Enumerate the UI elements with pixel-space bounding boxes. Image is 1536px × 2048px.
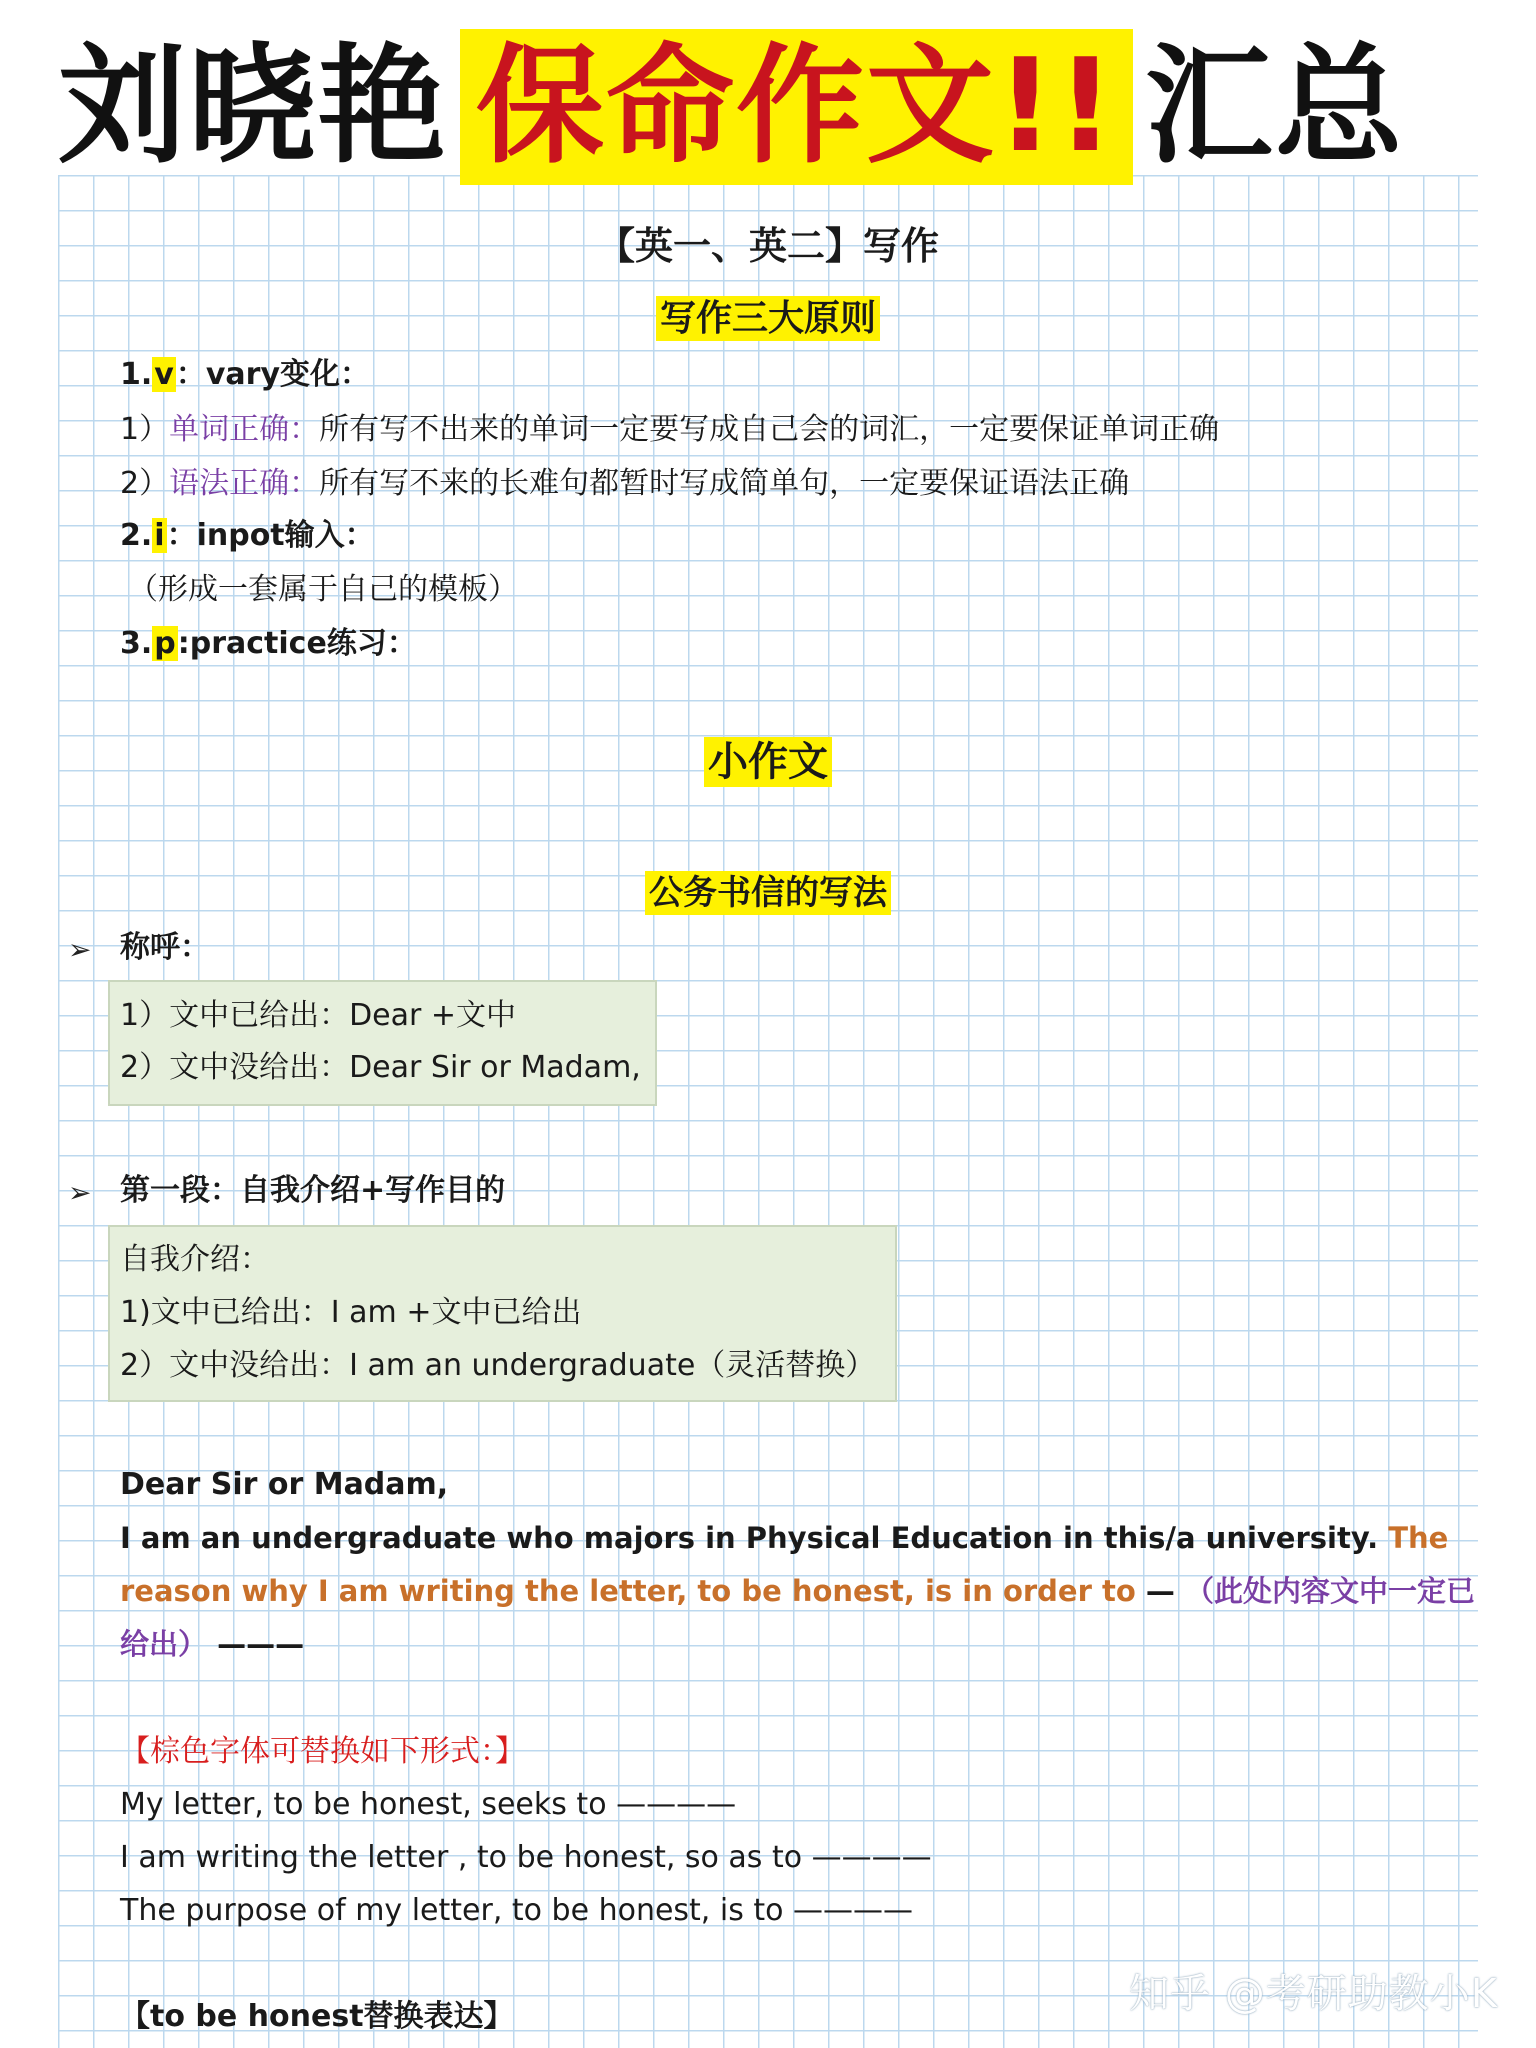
small-essay-title	[0, 730, 1536, 787]
principle-v-num: 1.	[120, 357, 153, 392]
principle-p-rest: :practice练习：	[177, 626, 417, 661]
principle-v-rest: ：vary变化：	[175, 357, 370, 392]
honest-heading: 【to be honest替换表达】	[120, 1999, 514, 2034]
principles-title-text: 写作三大原则	[656, 296, 880, 341]
arrow-bullet-icon: ➢	[68, 933, 92, 966]
example-blank: —	[1145, 1574, 1175, 1608]
principle-p-letter: p	[154, 626, 176, 661]
item-num: 1）	[120, 412, 170, 447]
item-label: 语法正确：	[169, 466, 320, 501]
para1-line2: 1)文中已给出：I am +文中已给出	[120, 1295, 582, 1330]
item-num: 2）	[120, 466, 170, 501]
replace-line2: I am writing the letter , to be honest, so as to ————	[120, 1840, 932, 1875]
example-sentence-orange: reason why I am writing the letter, to be honest, is in order to	[120, 1574, 1136, 1608]
salutation-line1: 1）文中已给出：Dear +文中	[120, 998, 517, 1033]
replace-line1: My letter, to be honest, seeks to ————	[120, 1787, 737, 1822]
banner-author: 刘晓艳	[58, 32, 449, 181]
principle-i-rest: ：inpot输入：	[166, 518, 375, 553]
principle-p	[120, 624, 417, 664]
arrow-bullet-icon: ➢	[68, 1176, 92, 1209]
item-text: 所有写不出来的单词一定要写成自己会的词汇，一定要保证单词正确	[319, 412, 1220, 447]
principle-v-item1	[120, 410, 1219, 450]
item-text: 所有写不来的长难句都暂时写成简单句，一定要保证语法正确	[319, 466, 1130, 501]
small-essay-title-text: 小作文	[704, 737, 832, 787]
item-label: 单词正确：	[169, 412, 320, 447]
watermark: 知乎 @考研助教小K	[1129, 1971, 1498, 2017]
principle-v	[120, 355, 370, 395]
principles-title	[0, 290, 1536, 341]
principle-p-num: 3.	[120, 626, 153, 661]
letter-title	[0, 865, 1536, 914]
principle-v-letter: v	[154, 357, 174, 392]
example-sentence-black: I am an undergraduate who majors in Physical Education in this/a university.	[120, 1521, 1379, 1555]
section-title: 【英一、英二】写作	[596, 224, 939, 268]
example-note: 给出）	[120, 1627, 208, 1661]
salutation-heading: 称呼：	[120, 930, 210, 965]
example-sentence-line3	[120, 1624, 304, 1664]
para1-heading: 第一段：自我介绍+写作目的	[120, 1173, 506, 1208]
principle-i-note: （形成一套属于自己的模板）	[128, 572, 518, 607]
replace-line3: The purpose of my letter, to be honest, is to ————	[120, 1893, 914, 1928]
replace-heading: 【棕色字体可替换如下形式：】	[120, 1734, 525, 1769]
example-sentence-orange: The	[1388, 1521, 1449, 1555]
letter-title-text: 公务书信的写法	[645, 871, 891, 915]
example-greeting: Dear Sir or Madam,	[120, 1467, 449, 1502]
example-note: （此处内容文中一定已	[1185, 1574, 1476, 1608]
banner-suffix: 汇总	[1144, 32, 1405, 181]
para1-line3: 2）文中没给出：I am an undergraduate（灵活替换）	[120, 1348, 876, 1383]
principle-i-num: 2.	[120, 518, 153, 553]
title-banner	[58, 12, 1405, 202]
example-sentence-line2	[120, 1571, 1475, 1611]
para1-line1: 自我介绍：	[120, 1242, 270, 1277]
banner-highlight: 保命作文!!	[460, 29, 1133, 185]
principle-i-letter: i	[154, 518, 165, 553]
principle-v-item2	[120, 464, 1129, 504]
example-sentence-line1	[120, 1518, 1448, 1558]
salutation-line2: 2）文中没给出：Dear Sir or Madam,	[120, 1050, 641, 1085]
example-blank: ———	[217, 1627, 305, 1661]
principle-i	[120, 516, 375, 556]
